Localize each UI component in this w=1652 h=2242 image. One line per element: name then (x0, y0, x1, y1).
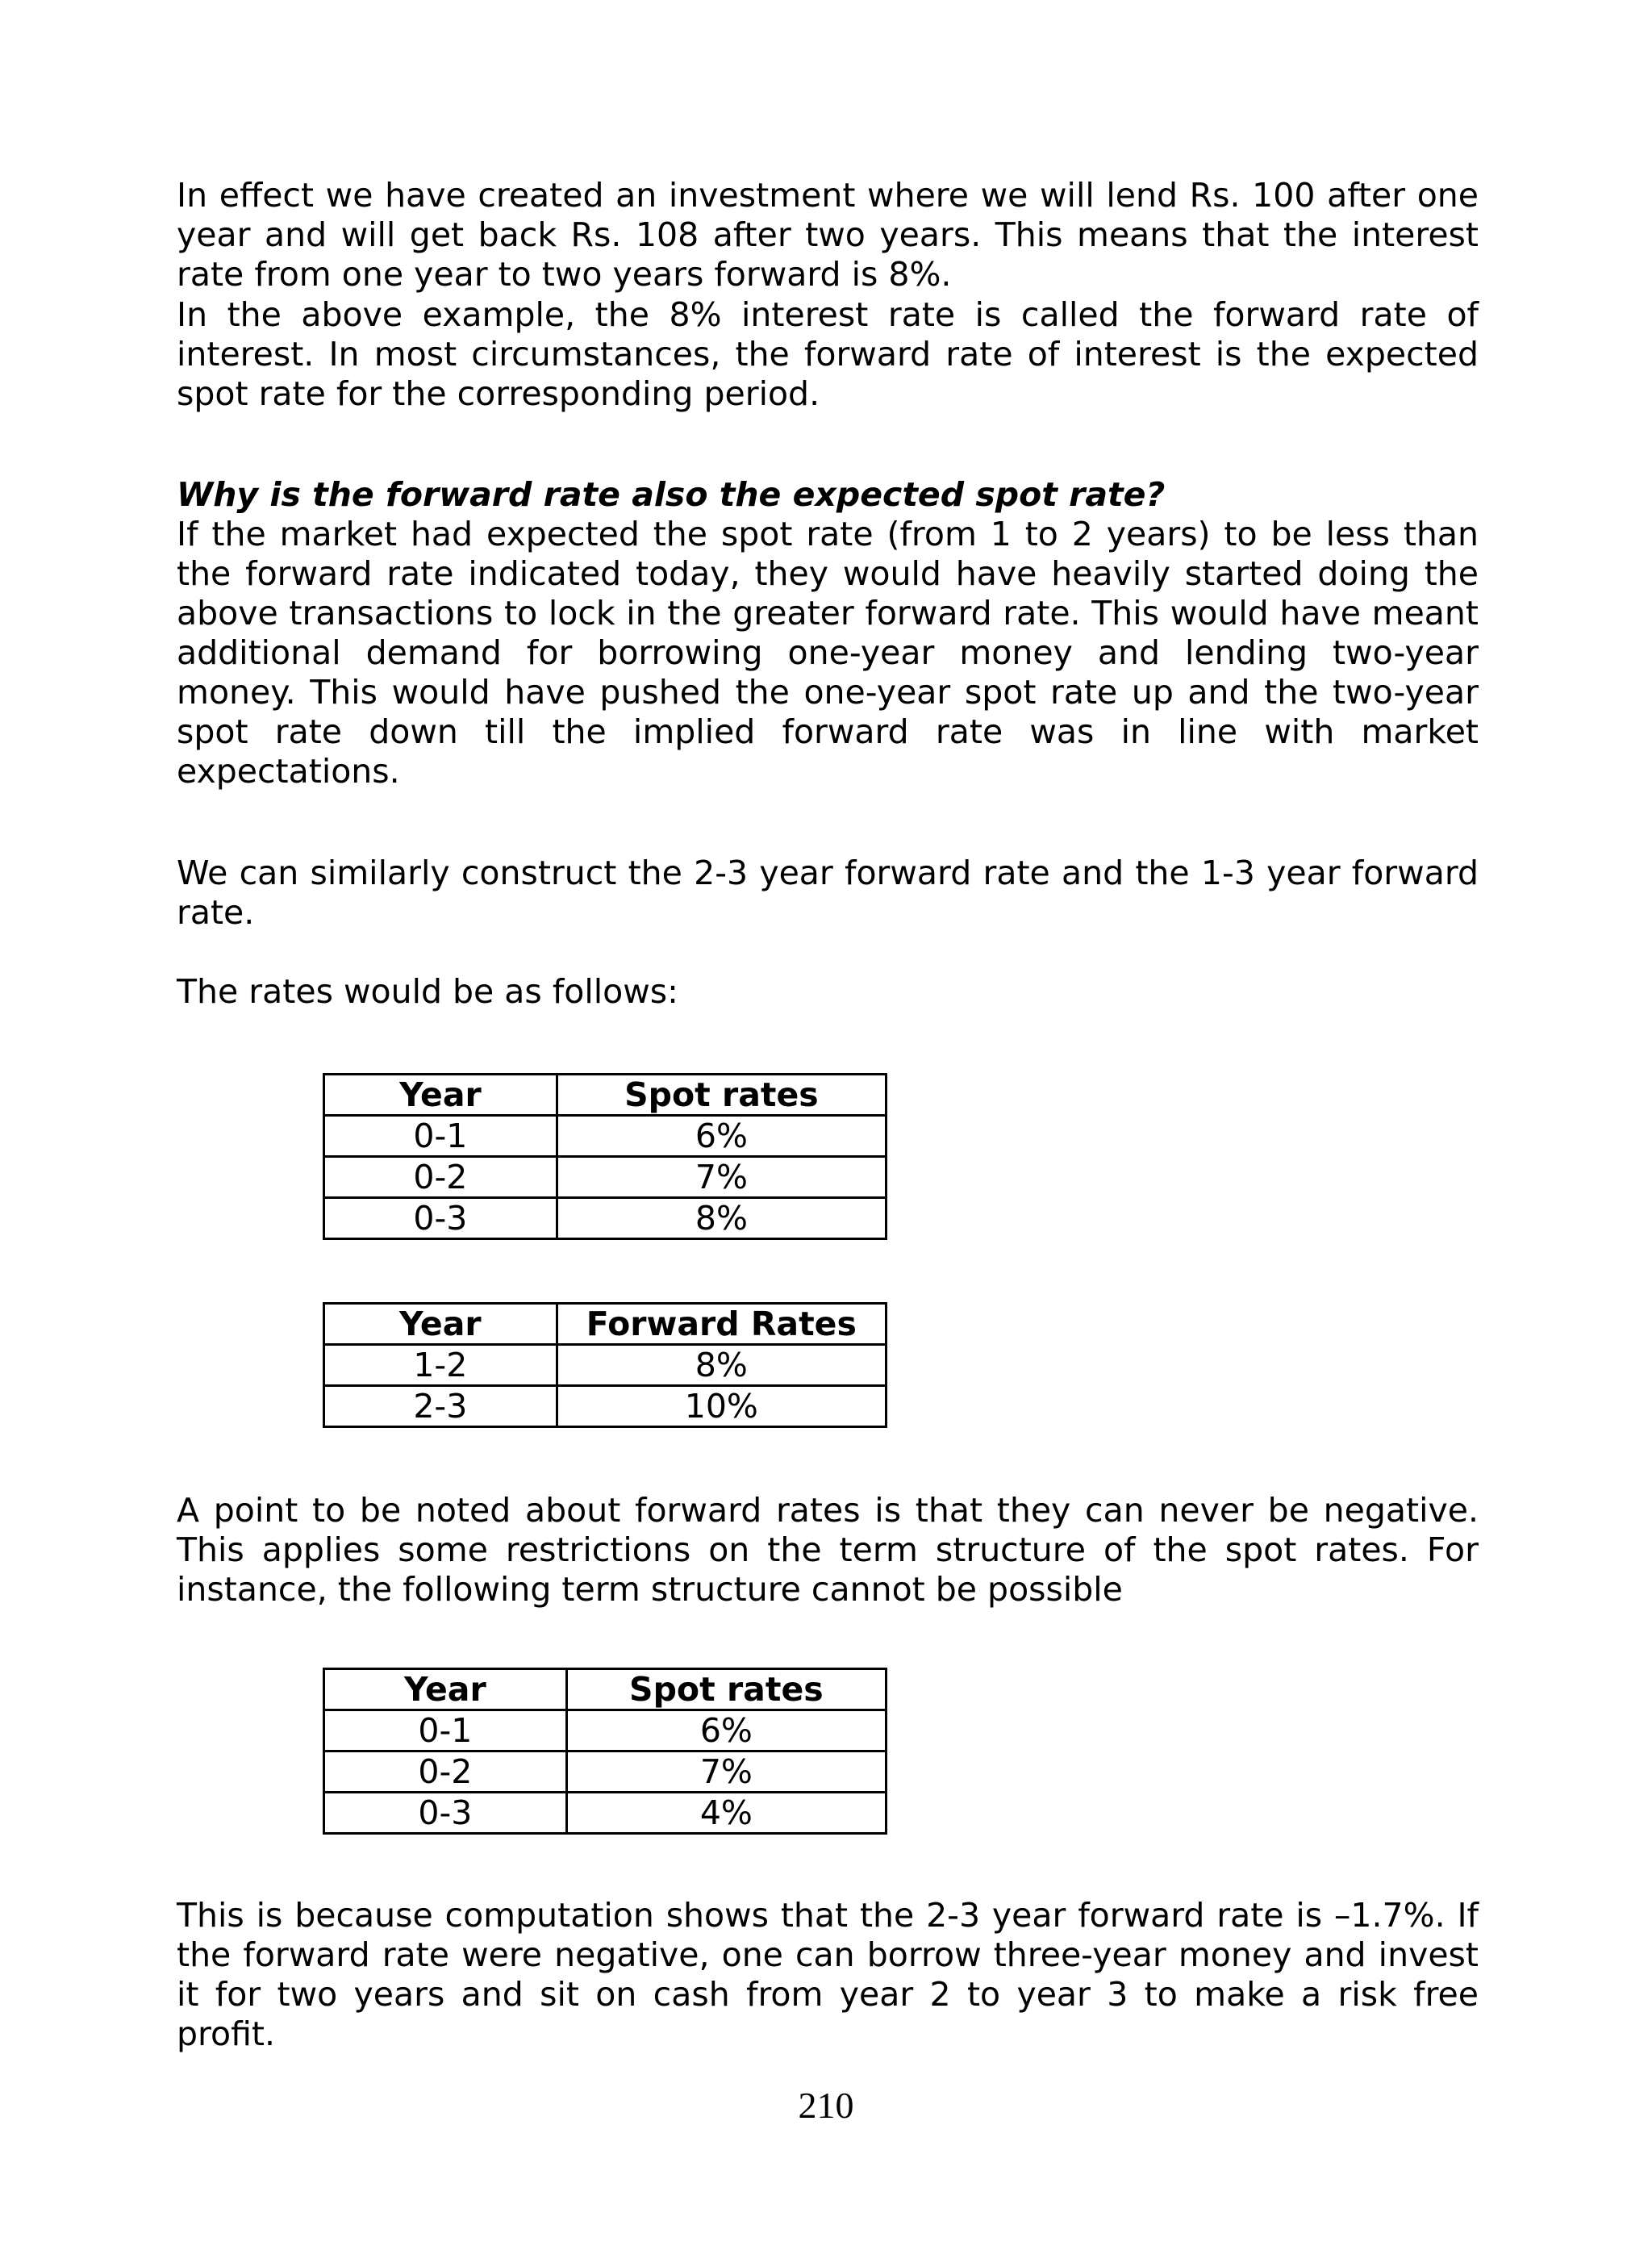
table-header-row (324, 1075, 886, 1116)
paragraph-lend-example: In effect we have created an investment where we will lend Rs. 100 after one year and will get back Rs. 108 after two years. This means that the interest rate from one year to two years forward is 8%. (177, 176, 1479, 294)
table-cell: 7% (566, 1751, 886, 1793)
table-cell: 6% (557, 1116, 886, 1157)
paragraph-risk-free-profit: This is because computation shows that the 2-3 year forward rate is –1.7%. If the forward rate were negative, one can borrow three-year money and invest it for two years and sit on cash from year 2 to year 3 to make a risk free profit. (177, 1896, 1479, 2053)
table-row (324, 1386, 886, 1427)
table-cell: 2-3 (324, 1386, 557, 1427)
table-cell: 0-1 (324, 1710, 567, 1751)
table-cell: 10% (557, 1386, 886, 1427)
forward-rates-table (323, 1302, 887, 1428)
table-cell: 4% (566, 1793, 886, 1834)
table-cell: 8% (557, 1198, 886, 1239)
column-header: Forward Rates (557, 1304, 886, 1345)
table-row (324, 1793, 886, 1834)
table-cell: 0-2 (324, 1751, 567, 1793)
table-cell: 7% (557, 1157, 886, 1198)
table-header-row (324, 1304, 886, 1345)
paragraph-forward-rate-definition: In the above example, the 8% interest rate is called the forward rate of interest. In most circumstances, the forward rate of interest is the expected spot rate for the corresponding period. (177, 295, 1479, 413)
spot-rates-table (323, 1073, 887, 1240)
paragraph-rates-follow: The rates would be as follows: (177, 972, 678, 1011)
page-number: 210 (798, 2085, 854, 2126)
column-header: Year (324, 1304, 557, 1345)
table-row (324, 1198, 886, 1239)
column-header: Spot rates (566, 1669, 886, 1710)
paragraph-negative-forward: A point to be noted about forward rates is that they can never be negative. This applies some restrictions on the term structure of the spot rates. For instance, the following term structure cannot be possible (177, 1491, 1479, 1609)
table-cell: 0-3 (324, 1793, 567, 1834)
table-cell: 0-2 (324, 1157, 557, 1198)
table-row (324, 1751, 886, 1793)
impossible-spot-rates-table (323, 1668, 887, 1835)
table-row (324, 1116, 886, 1157)
table-cell: 6% (566, 1710, 886, 1751)
table-row (324, 1710, 886, 1751)
paragraph-construct-rates: We can similarly construct the 2-3 year forward rate and the 1-3 year forward rate. (177, 854, 1479, 932)
table-cell: 0-1 (324, 1116, 557, 1157)
table-header-row (324, 1669, 886, 1710)
table-cell: 8% (557, 1345, 886, 1386)
table-cell: 0-3 (324, 1198, 557, 1239)
column-header: Year (324, 1075, 557, 1116)
table-row (324, 1345, 886, 1386)
table-cell: 1-2 (324, 1345, 557, 1386)
paragraph-market-expectation: If the market had expected the spot rate (from 1 to 2 years) to be less than the forward rate indicated today, they would have heavily started doing the above transactions to lock in the greater forward rate. This would have meant additional demand for borrowing one-year money and lending two-year money. This would have pushed the one-year spot rate up and the two-year spot rate down till the implied forward rate was in line with market expectations. (177, 515, 1479, 791)
column-header: Spot rates (557, 1075, 886, 1116)
table-row (324, 1157, 886, 1198)
column-header: Year (324, 1669, 567, 1710)
section-heading: Why is the forward rate also the expected spot rate? (177, 475, 1166, 514)
